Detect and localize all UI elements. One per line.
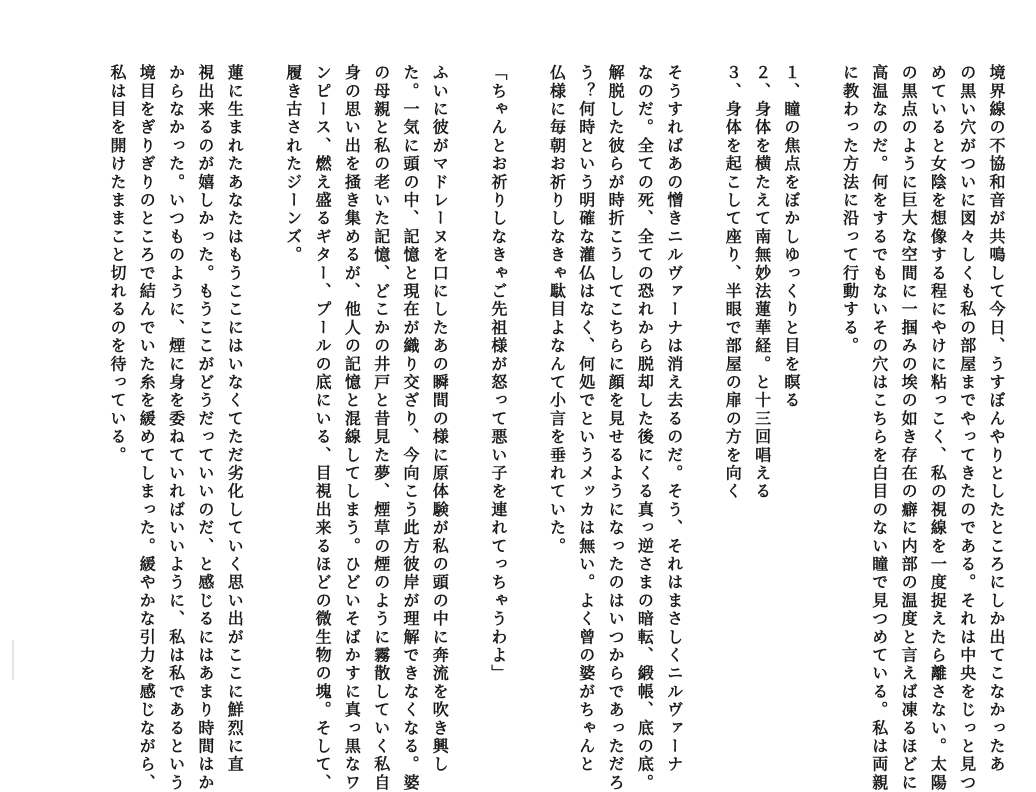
text-line: 身の思い出を掻き集めるが、他人の記憶と混線してしまう。ひどいそばかすに真っ黒なワ — [342, 64, 362, 792]
text-line: 私は目を開けたままこと切れるのを待っている。 — [108, 64, 127, 465]
text-line: 「ちゃんとお祈りしなきゃご先祖様が怒って悪い子を連れてっちゃうわよ」 — [488, 64, 508, 683]
text-line: ふいに彼がマドレーヌを口にしたあの瞬間の様に原体験が私の頭の中に奔流を吹き興し — [430, 64, 450, 774]
text-line: 蓮に生まれたあなたはもうここにはいなくてただ劣化していく思い出がここに鮮烈に直 — [225, 64, 245, 774]
text-line: う？何時という明確な灌仏はなく、何処でというメッカは無い。よく曾の婆がちゃんと — [576, 64, 596, 774]
text-line: そうすればあの憎きニルヴァーナは消え去るのだ。そう、それはまさしくニルヴァーナ — [664, 64, 684, 774]
text-line: めていると女陰を想像する程にやけに粘っこく、私の視線を一度捉えたら離さない。太陽 — [928, 64, 948, 792]
page-edge-mark — [12, 640, 14, 680]
text-line: の黒い穴がついに図々しくも私の部屋までやってきたのである。それは中央をじっと見つ — [957, 64, 977, 792]
text-line: ３、身体を起こして座り、半眼で部屋の扉の方を向く — [723, 64, 743, 501]
text-line: 視出来るのが嬉しかった。もうここがどうだっていいのだ、と感じるにはあまり時間はか — [195, 64, 215, 792]
text-line: 境目をぎりぎりのところで結んでいた糸を緩めてしまった。緩やかな引力を感じながら、 — [137, 64, 157, 792]
text-line: １、瞳の焦点をぼかしゆっくりと目を瞑る — [781, 64, 801, 410]
text-line: 仏様に毎朝お祈りしなきゃ駄目よなんて小言を垂れていた。 — [547, 64, 567, 556]
text-line: 解脱した彼らが時折こうしてこちらに顔を見せるようになったのはいつからであっただろ — [606, 64, 626, 792]
text-line: 高温なのだ。何をするでもないその穴はこちらを白目のない瞳で見つめている。私は両親 — [869, 64, 889, 792]
text-line: た。一気に頭の中、記憶と現在が織り交ざり、今向こう此方彼岸が理解できなくなる。婆 — [401, 64, 420, 792]
text-line: なのだ。全ての死、全ての恐れから脱却した後にくる真っ逆さまの暗転、緞帳、底の底。 — [635, 64, 655, 792]
text-line: からなかった。いつものように、煙に身を委ねていればいいように、私は私であるという — [166, 64, 186, 792]
text-line: の母親と私の老いた記憶、どこかの井戸と昔見た夢、煙草の煙のように霧散していく私自 — [371, 64, 391, 792]
text-line: 境界線の不協和音が共鳴して今日、うすぼんやりとしたところにしか出てこなかったあ — [987, 64, 1006, 774]
text-line: 履き古されたジーンズ。 — [283, 64, 303, 265]
text-line: ２、身体を横たえて南無妙法蓮華経。と十三回唱える — [752, 64, 772, 501]
text-line: の黒点のように巨大な空間に一掴みの埃の如き存在の癖に内部の温度と言えば凍るほどに — [899, 64, 919, 792]
text-line: に教わった方法に沿って行動する。 — [840, 64, 860, 356]
text-line: ンピース、燃え盛るギター、プールの底にいる、目視出来るほどの微生物の塊。そして、 — [313, 64, 333, 792]
